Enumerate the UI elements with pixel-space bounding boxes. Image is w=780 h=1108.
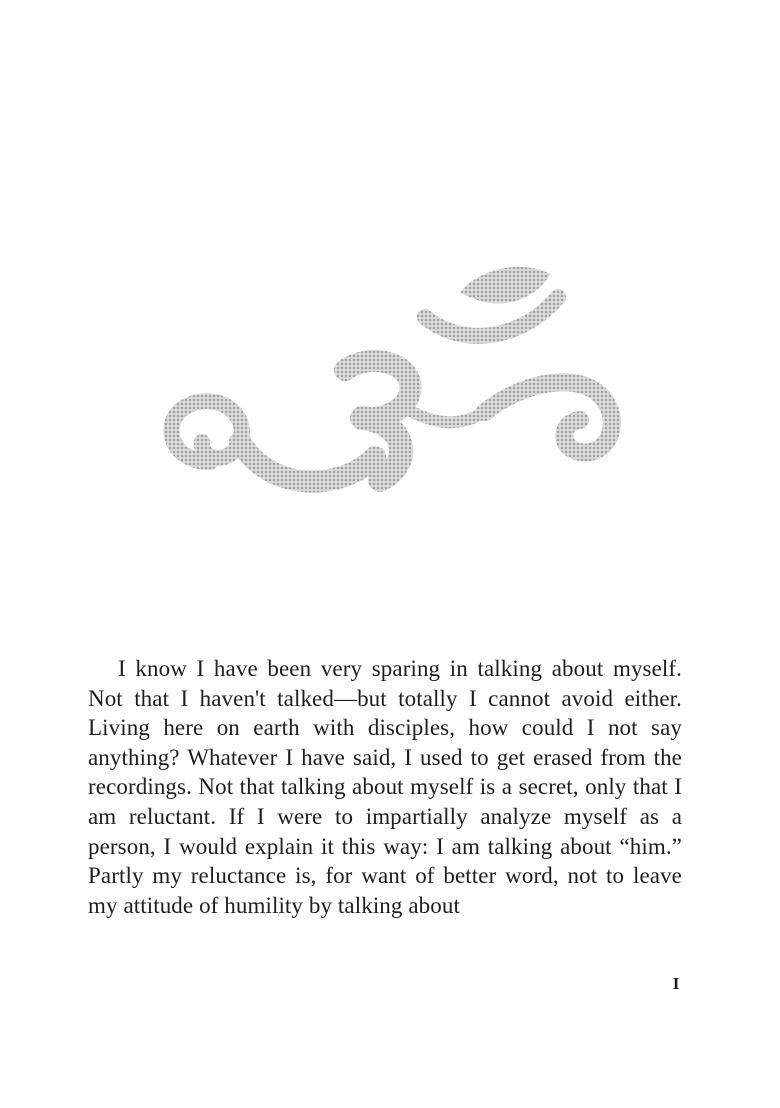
page-number: I <box>672 974 680 993</box>
body-paragraph: I know I have been very sparing in talking about myself. Not that I haven't talked—but totally I cannot avoid either. Living here on earth with disciples, how could I not say anything? Whatever I have said, I used to get erased from the recordings. Not that talking about myself is a secret, only that I am reluctant. If I were to impartially analyze myself as a person, I would explain it this way: I am talking about “him.” Partly my reluctance is, for want of better word, not to leave my attitude of humility by talking about <box>88 656 682 918</box>
om-symbol-icon <box>140 262 640 512</box>
